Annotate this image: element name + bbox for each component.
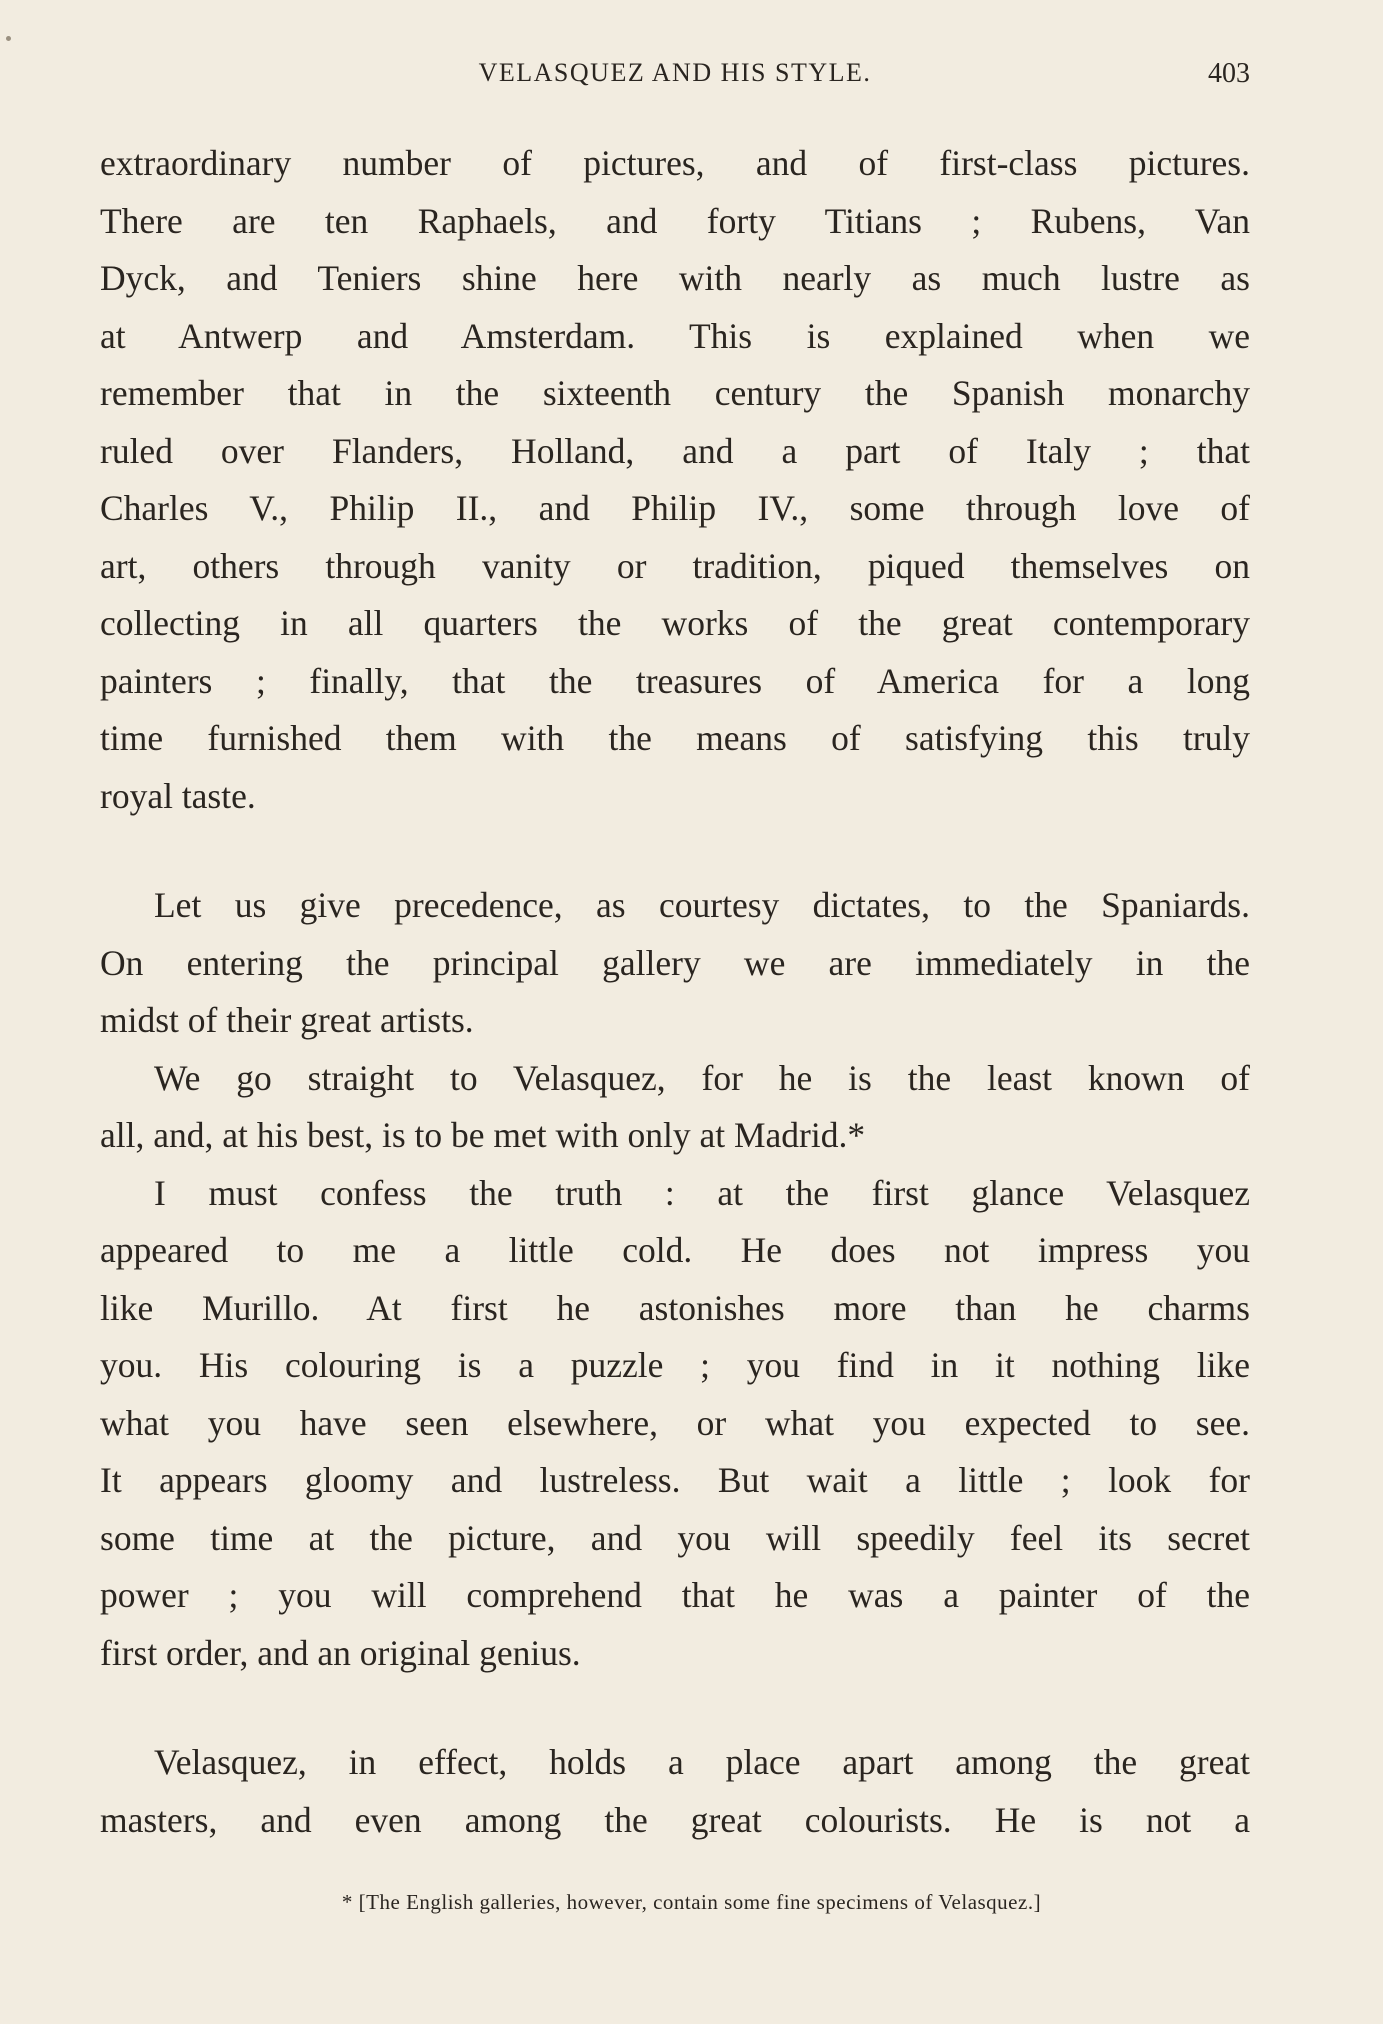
body-text bbox=[100, 135, 1250, 1849]
paragraph bbox=[100, 877, 1250, 1050]
text-line: what you have seen elsewhere, or what you expected to see. bbox=[100, 1402, 1250, 1443]
paragraph-gap bbox=[100, 1682, 1250, 1734]
text-line: On entering the principal gallery we are immediately in the bbox=[100, 942, 1250, 983]
paragraph bbox=[100, 1050, 1250, 1165]
paragraph bbox=[100, 1165, 1250, 1683]
text-line: masters, and even among the great colourists. He is not a bbox=[100, 1799, 1250, 1840]
text-line: Let us give precedence, as courtesy dictates, to the Spaniards. bbox=[154, 885, 1250, 925]
text-line: first order, and an original genius. bbox=[100, 1632, 581, 1673]
paragraph bbox=[100, 1734, 1250, 1849]
paragraph-gap bbox=[100, 825, 1250, 877]
page-header bbox=[100, 58, 1250, 98]
running-title: VELASQUEZ AND HIS STYLE. bbox=[478, 58, 872, 87]
text-line: extraordinary number of pictures, and of first-class pictures. bbox=[100, 143, 1250, 183]
text-line: ruled over Flanders, Holland, and a part of Italy ; that bbox=[100, 430, 1250, 471]
text-line: painters ; finally, that the treasures of America for a long bbox=[100, 660, 1250, 701]
text-line: power ; you will comprehend that he was a painter of the bbox=[100, 1575, 1250, 1615]
text-line: Charles V., Philip II., and Philip IV., some through love of bbox=[100, 488, 1250, 528]
text-line: I must confess the truth : at the first glance Velasquez bbox=[154, 1172, 1250, 1213]
text-line: some time at the picture, and you will speedily feel its secret bbox=[100, 1517, 1250, 1558]
paper-speck bbox=[6, 36, 11, 41]
text-line: royal taste. bbox=[100, 775, 256, 816]
page-number: 403 bbox=[1208, 58, 1250, 89]
text-line: at Antwerp and Amsterdam. This is explained when we bbox=[100, 315, 1250, 356]
text-line: art, others through vanity or tradition, piqued themselves on bbox=[100, 545, 1250, 586]
text-line: appeared to me a little cold. He does not impress you bbox=[100, 1230, 1250, 1270]
text-line: Dyck, and Teniers shine here with nearly as much lustre as bbox=[100, 258, 1250, 298]
text-line: Velasquez, in effect, holds a place apart among the great bbox=[154, 1742, 1250, 1782]
text-line: collecting in all quarters the works of the great contemporary bbox=[100, 603, 1250, 643]
text-line: all, and, at his best, is to be met with only at Madrid.* bbox=[100, 1115, 866, 1155]
text-line: It appears gloomy and lustreless. But wait a little ; look for bbox=[100, 1460, 1250, 1500]
footnote: * [The English galleries, however, contain some fine specimens of Velasquez.] bbox=[341, 1890, 1042, 1914]
text-line: you. His colouring is a puzzle ; you find in it nothing like bbox=[100, 1345, 1250, 1385]
text-line: There are ten Raphaels, and forty Titians ; Rubens, Van bbox=[100, 200, 1250, 241]
text-line: midst of their great artists. bbox=[100, 1000, 474, 1040]
text-line: like Murillo. At first he astonishes more than he charms bbox=[100, 1287, 1250, 1328]
text-line: remember that in the sixteenth century the Spanish monarchy bbox=[100, 373, 1250, 413]
paragraph bbox=[100, 135, 1250, 825]
text-line: We go straight to Velasquez, for he is the least known of bbox=[154, 1057, 1250, 1098]
text-line: time furnished them with the means of satisfying this truly bbox=[100, 718, 1250, 758]
